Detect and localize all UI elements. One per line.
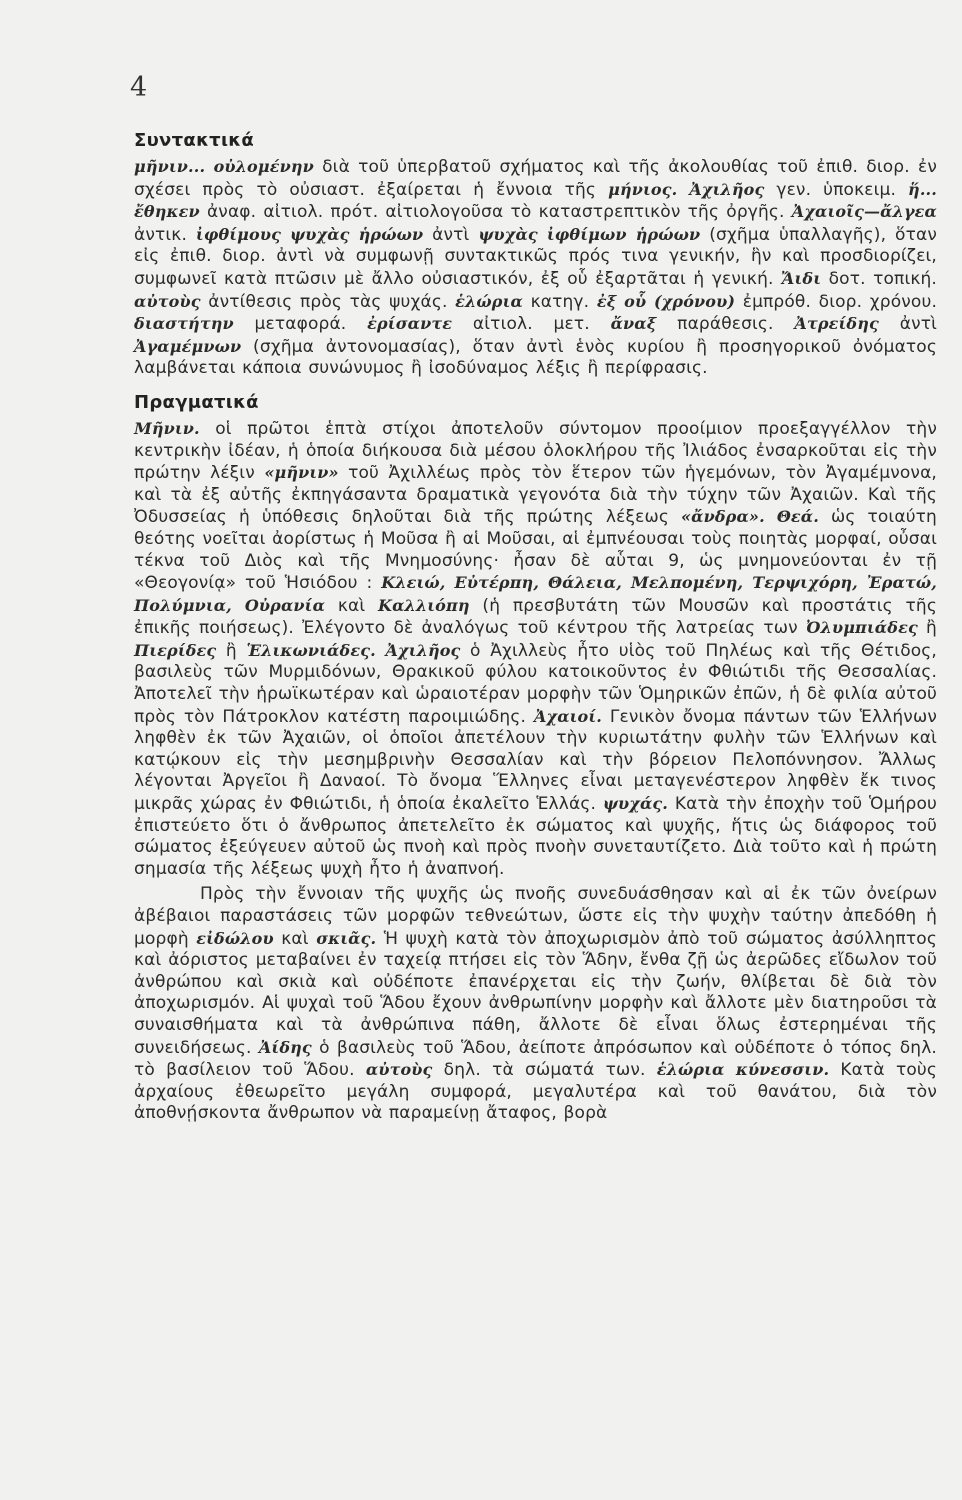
text-run: (σχῆμα ἀντονομασίας), ὅταν ἀντὶ ἑνὸς κυρίου ἢ προσηγορικοῦ ὀνόματος λαμβάνεται κάποια συνώνυμος ἢ ἰσοδύναμος λέξις ἢ περίφρασις.: [134, 336, 937, 379]
text-run: δοτ. τοπική.: [821, 268, 937, 289]
section-facts: [134, 390, 937, 1125]
text-run: ἀντίθεσις πρὸς τὰς ψυχάς.: [200, 291, 456, 312]
section-heading-syntax: Συντακτικά: [134, 130, 255, 151]
term: Πιερίδες: [134, 640, 217, 660]
text-run: (σχῆμα ὑπαλλαγῆς), ὅταν εἰς ἐπιθ. διορ. ἀντὶ νὰ συμφωνῇ συντακτικῶς πρός τινα γενικήν, ἣν καὶ προσδιορίζει, συμφωνεῖ κατὰ πτῶσιν μὲ ἄλλο οὐσιαστικόν, ἐξ οὗ ἐξαρτᾶται ἡ γενική.: [134, 224, 937, 289]
text-run: [376, 641, 386, 661]
term: Κλειώ, Εὐτέρπη, Θάλεια, Μελπομένη, Τερψιχόρη, Ἐρατώ, Πολύμνια, Οὐρανία: [134, 573, 937, 615]
section-syntax: [134, 128, 937, 380]
term: μήνιος.: [608, 179, 678, 199]
text-run: ὡς τοιαύτη θεότης νοεῖται ἀορίστως ἡ Μοῦσα ἢ αἱ Μοῦσαι, αἱ ἐμπνέουσαι τοὺς ποιητὰς μορφαί, οὖσαι τέκνα τοῦ Διὸς καὶ τῆς Μνημοσύνης· ἦσαν δὲ αὗται 9, ὡς μνημονεύονται ἐν τῇ «Θεογονίᾳ» τοῦ Ἡσιόδου :: [134, 507, 937, 594]
facts-paragraph: [134, 418, 937, 880]
term: «ἄνδρα».: [680, 507, 765, 527]
text-run: ἢ: [917, 618, 937, 639]
term: ἥ...: [908, 179, 937, 199]
text-run: Ἡ ψυχὴ κατὰ τὸν ἀποχωρισμὸν ἀπὸ τοῦ σώματος ἀσύλληπτος καὶ ἀόριστος μεταβαίνει ἐν ταχείᾳ πτήσει εἰς τὸν Ἅδην, ἔνθα ζῇ ὡς ἀερῶδες εἴδωλον τοῦ ἀνθρώπου καὶ σκιὰ καὶ οὐδέποτε ἐπανέρχεται εἰς τὴν ζωήν, θλίβεται δὲ διὰ τὸν ἀποχωρισμόν. Αἱ ψυχαὶ τοῦ Ἅδου ἔχουν ἀνθρωπίνην μορφὴν καὶ ἄλλοτε μὲν διατηροῦσι τὰ συναισθήματα καὶ τὰ ἀνθρώπινα πάθη, ἄλλοτε δὲ εἶναι ὅλως ἐστερημέναι τῆς συνειδήσεως.: [134, 928, 937, 1058]
term: ἄναξ: [610, 314, 657, 334]
term: Θεά.: [776, 507, 819, 527]
text-run: γεν. ὑποκειμ.: [764, 179, 909, 200]
term: ἐρίσαντε: [367, 314, 453, 334]
text-run: Κατὰ τὴν ἐποχὴν τοῦ Ὁμήρου ἐπιστεύετο ὅτι ὁ ἄνθρωπος ἀπετελεῖτο ἐκ σώματος καὶ ψυχῆς, ἥτις ὡς διάφορος τοῦ σώματος ἐξεύγευεν αὐτοῦ ὡς πνοὴ καὶ πρὸς πνοὴν συνεταυτίζετο. Διὰ τοῦτο καὶ ἡ πρώτη σημασία τῆς λέξεως ψυχὴ ἦτο ἡ ἀναπνοή.: [134, 794, 937, 879]
term: Ἑλικωνιάδες.: [246, 640, 376, 660]
text-run: ὁ Ἀχιλλεὺς ἦτο υἱὸς τοῦ Πηλέως καὶ τῆς Θέτιδος, βασιλεὺς τῶν Μυρμιδόνων, Θρακικοῦ φύλου κατοικοῦντος ἐν Φθιώτιδι τῆς Θεσσαλίας. Ἀποτελεῖ τὴν ἡρωϊκωτέραν καὶ ὡραιοτέραν μορφὴν τῶν Ὁμηρικῶν ἐπῶν, ἡ δὲ φιλία αὐτοῦ πρὸς τὸν Πάτροκλον κατέστη παροιμιώδης.: [134, 640, 937, 727]
term: Ἀτρείδης: [794, 314, 879, 334]
term: Ἀχιλῆος: [385, 640, 461, 660]
term: ἰφθίμους ψυχὰς ἡρώων: [195, 224, 424, 244]
text-run: ἀντὶ: [878, 314, 937, 335]
text-run: αἰτιολ. μετ.: [452, 314, 611, 335]
term: Καλλιόπη: [378, 595, 470, 615]
term: αὐτοὺς: [365, 1060, 433, 1080]
text-run: Πρὸς τὴν ἔννοιαν τῆς ψυχῆς ὡς πνοῆς συνεδυάσθησαν καὶ αἱ ἐκ τῶν ὀνείρων ἀβέβαιοι παραστάσεις τῶν μορφῶν τεθνεώτων, ὥστε εἰς τὴν ψυχὴν ταύτην ἀπεδόθη ἡ μορφὴ: [134, 884, 937, 949]
page-body: [134, 128, 937, 1125]
section-heading-facts: Πραγματικά: [134, 391, 259, 413]
text-run: (ἡ πρεσβυτάτη τῶν Μουσῶν καὶ προστάτις τῆς ἐπικῆς ποιήσεως). Ἐλέγοντο δὲ ἀναλόγως τοῦ κέντρου τῆς λατρείας των: [134, 595, 937, 639]
term: ἐξ οὗ (χρόνου): [596, 291, 736, 311]
term: Ἀχαιοῖς—ἄλγεα: [791, 202, 937, 222]
text-run: [677, 180, 689, 200]
term: ἑλώρια: [455, 291, 523, 311]
term: ἑλώρια κύνεσσιν.: [656, 1060, 830, 1080]
text-run: [765, 507, 777, 527]
term: μῆνιν... οὐλομένην: [134, 157, 314, 176]
text-run: παράθεσις.: [656, 314, 795, 335]
text-run: κατηγ.: [522, 291, 597, 312]
term: ἔθηκεν: [134, 202, 200, 222]
term: εἰδώλου: [196, 928, 274, 948]
term: Μῆνιν.: [134, 418, 200, 438]
text-run: καὶ: [273, 928, 317, 949]
text-run: ἐμπρόθ. διορ. χρόνου.: [735, 291, 937, 312]
term: Ἀχαιοί.: [533, 706, 602, 726]
text-run: καὶ: [325, 595, 379, 616]
text-run: Γενικὸν ὄνομα πάντων τῶν Ἑλλήνων ληφθὲν ἐκ τῶν Ἀχαιῶν, οἱ ὁποῖοι ἀπετέλουν τὴν κυριωτάτην φυλὴν τῶν Ἑλλήνων καὶ κατῴκουν εἰς τὴν μεσημβρινὴν Θεσσαλίαν καὶ τὴν βόρειον Πελοπόννησον. Ἄλλως λέγονται Ἀργεῖοι ἢ Δαναοί. Τὸ ὄνομα Ἕλληνες εἶναι μεταγενέστερον ληφθὲν ἔκ τινος μικρᾶς χώρας ἐν Φθιώτιδι, ἡ ὁποία ἐκαλεῖτο Ἑλλάς.: [134, 706, 937, 815]
syntax-paragraph: [134, 156, 937, 380]
term: διαστήτην: [134, 314, 234, 334]
text-run: ἀντὶ: [423, 224, 479, 245]
term: σκιᾶς.: [316, 928, 377, 948]
term: ψυχὰς ἰφθίμων ἡρώων: [478, 224, 701, 244]
text-run: ἢ: [216, 640, 247, 661]
term: Ἄιδι: [781, 268, 822, 288]
term: «μῆνιν»: [264, 463, 339, 483]
term: Ὀλυμπιάδες: [806, 618, 918, 638]
term: Ἀγαμέμνων: [134, 336, 242, 356]
text-run: οἱ πρῶτοι ἑπτὰ στίχοι ἀποτελοῦν σύντομον προοίμιον προεξαγγέλλον τὴν κεντρικὴν ἰδέαν, ἡ ὁποία διήκουσα διὰ μέσου ὁλοκλήρου τῆς Ἰλιάδος ἐνσαρκοῦται εἰς τὴν πρώτην λέξιν: [134, 418, 937, 484]
term: ψυχάς.: [602, 794, 669, 814]
text-run: ὁ βασιλεὺς τοῦ Ἅδου, ἀείποτε ἀπρόσωπον καὶ οὐδέποτε ὁ τόπος δηλ. τὸ βασίλειον τοῦ Ἅδου.: [134, 1037, 937, 1081]
text-run: μεταφορά.: [233, 314, 368, 335]
term: αὐτοὺς: [134, 291, 201, 311]
text-run: ἀναφ. αἰτιολ. πρότ. αἰτιολογοῦσα τὸ καταστρεπτικὸν τῆς ὀργῆς.: [199, 202, 792, 223]
term: Ἀχιλῆος: [689, 179, 765, 199]
term: Ἀίδης: [258, 1037, 312, 1057]
text-run: τοῦ Ἀχιλλέως πρὸς τὸν ἕτερον τῶν ἡγεμόνων, τὸν Ἀγαμέμνονα, καὶ τὰ ἐξ αὐτῆς ἐκπηγάσαντα δραματικὰ γεγονότα διὰ τὴν τύχην τῶν Ἀχαιῶν. Καὶ τῆς Ὀδυσσείας ἡ ὑπόθεσις δηλοῦται διὰ τῆς πρώτης λέξεως: [134, 463, 937, 528]
facts-paragraph: [134, 884, 937, 1125]
text-run: διὰ τοῦ ὑπερβατοῦ σχήματος καὶ τῆς ἀκολουθίας τοῦ ἐπιθ. διορ. ἐν σχέσει πρὸς τὸ οὐσιαστ. ἐξαίρεται ἡ ἔννοια τῆς: [134, 157, 937, 200]
text-run: ἀντικ.: [134, 224, 196, 245]
text-run: δηλ. τὰ σώματά των.: [432, 1060, 657, 1081]
text-run: Κατὰ τοὺς ἀρχαίους ἐθεωρεῖτο μεγάλη συμφορά, μεγαλυτέρα καὶ τοῦ θανάτου, διὰ τὸν ἀποθνῄσκοντα ἄνθρωπον νὰ παραμείνῃ ἄταφος, βορὰ: [134, 1060, 937, 1124]
page-number: 4: [130, 72, 148, 103]
